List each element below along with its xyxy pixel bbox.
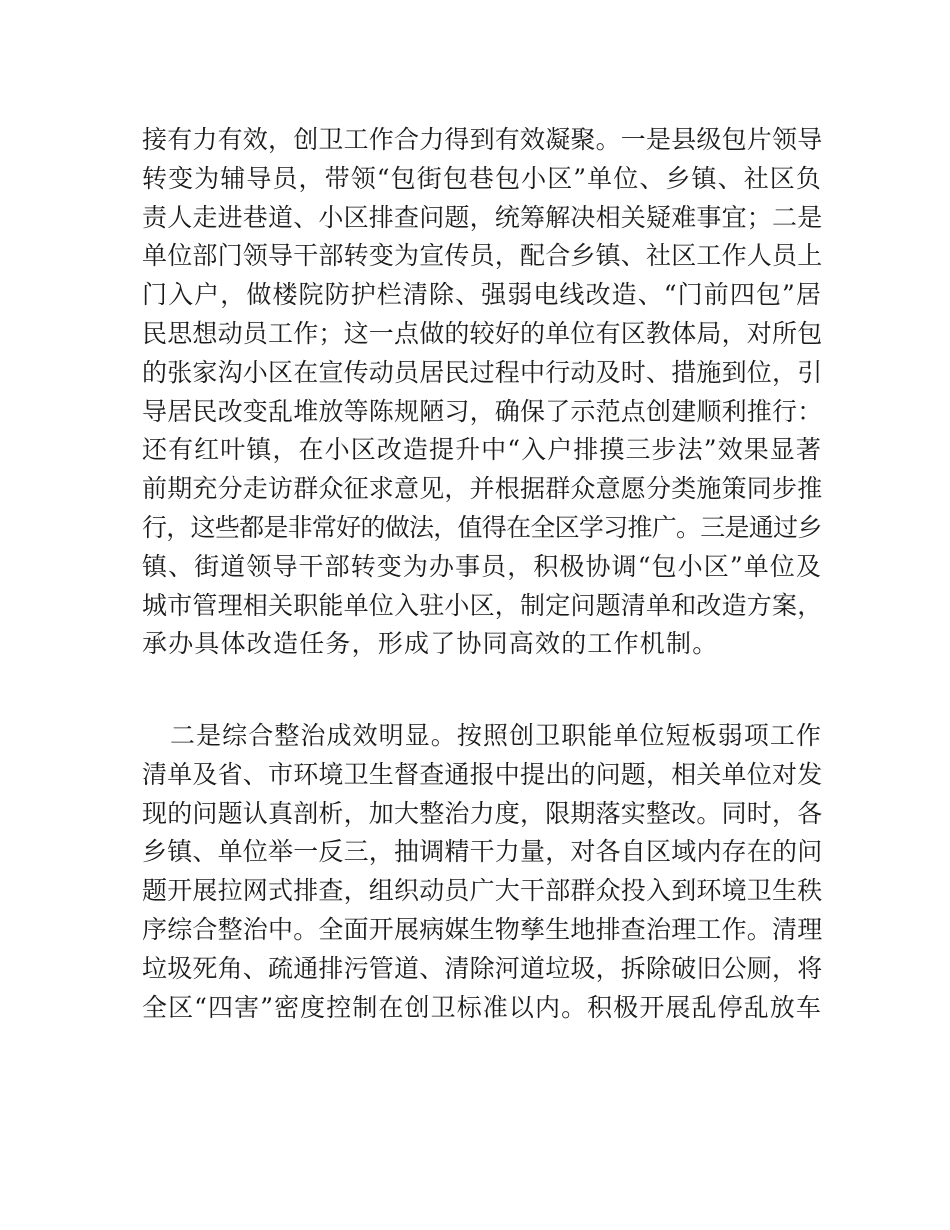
text-line: 的张家沟小区在宣传动员居民过程中行动及时、措施到位，引 <box>142 357 823 387</box>
text-line: 清单及省、市环境卫生督查通报中提出的问题，相关单位对发 <box>142 759 823 789</box>
text-line: 接有力有效，创卫工作合力得到有效凝聚。一是县级包片领导 <box>142 125 823 154</box>
text-line: 承办具体改造任务，形成了协同高效的工作机制。 <box>142 629 719 659</box>
text-line: 前期充分走访群众征求意见，并根据群众意愿分类施策同步推 <box>142 474 823 504</box>
text-line: 现的问题认真剖析，加大整治力度，限期落实整改。同时，各 <box>142 798 823 828</box>
text-line: 乡镇、单位举一反三，抽调精干力量，对各自区域内存在的问 <box>142 837 823 867</box>
text-line: 导居民改变乱堆放等陈规陋习，确保了示范点创建顺利推行： <box>142 396 823 426</box>
text-line: 城市管理相关职能单位入驻小区，制定问题清单和改造方案， <box>142 590 823 620</box>
text-line: 镇、街道领导干部转变为办事员，积极协调“包小区”单位及 <box>142 551 822 581</box>
text-line: 序综合整治中。全面开展病媒生物孳生地排查治理工作。清理 <box>142 915 823 944</box>
text-line: 民思想动员工作；这一点做的较好的单位有区教体局，对所包 <box>142 319 823 348</box>
text-line: 全区“四害”密度控制在创卫标准以内。积极开展乱停乱放车 <box>142 992 822 1022</box>
text-line: 二是综合整治成效明显。按照创卫职能单位短板弱项工作 <box>170 721 823 750</box>
text-line: 门入户，做楼院防护栏清除、强弱电线改造、“门前四包”居 <box>142 280 822 310</box>
text-line: 转变为辅导员，带领“包街包巷包小区”单位、乡镇、社区负 <box>142 163 822 193</box>
text-line: 题开展拉网式排查，组织动员广大干部群众投入到环境卫生秩 <box>142 876 823 906</box>
text-line: 责人走进巷道、小区排查问题，统筹解决相关疑难事宜；二是 <box>142 202 823 232</box>
text-line: 还有红叶镇，在小区改造提升中“入户排摸三步法”效果显著 <box>142 435 822 465</box>
text-line: 单位部门领导干部转变为宣传员，配合乡镇、社区工作人员上 <box>142 241 823 271</box>
text-line: 垃圾死角、疏通排污管道、清除河道垃圾，拆除破旧公厕，将 <box>142 953 823 983</box>
text-line: 行，这些都是非常好的做法，值得在全区学习推广。三是通过乡 <box>142 513 822 542</box>
